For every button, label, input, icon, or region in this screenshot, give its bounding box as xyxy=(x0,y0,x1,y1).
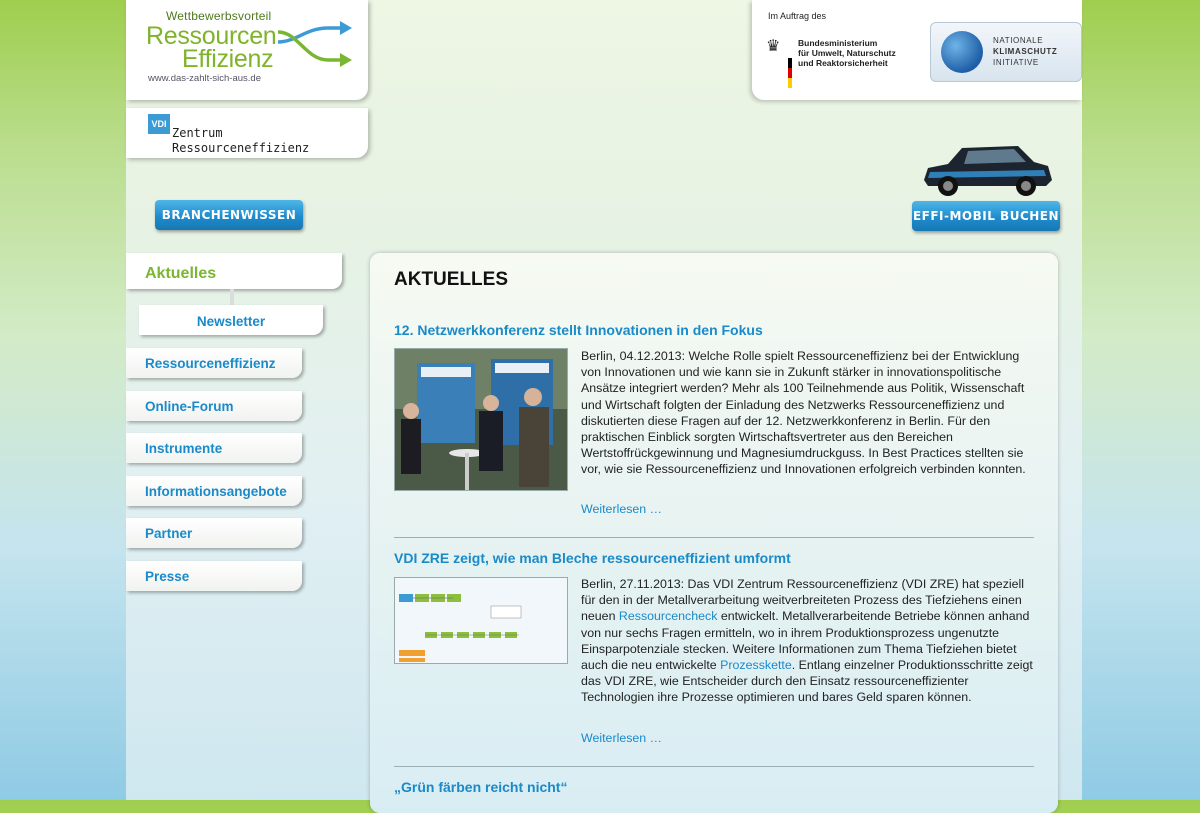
sponsor-panel xyxy=(752,0,1082,100)
article-divider xyxy=(394,537,1034,538)
logo-arrows-icon xyxy=(276,20,356,76)
auftrag-label: Im Auftrag des xyxy=(768,11,827,21)
vdi-badge: VDI xyxy=(148,114,170,134)
german-flag-icon xyxy=(788,58,792,88)
branchenwissen-button[interactable]: BRANCHENWISSEN xyxy=(155,200,303,230)
article-text: Berlin, 04.12.2013: Welche Rolle spielt Ressourceneffizienz bei der Entwicklung von Innovationen und wie kann sie in Zukunft stärker in innovationspolitische Ansätze integriert werden? Mehr als 100 Teilnehmende aus Politik, Wissenschaft und Wirtschaft folgten der Einladung des Netzwerks Ressourceneffizienz und diskutierten diese Fragen auf der 12. Netzwerkkonferenz in Berlin. Für den praktischen Einblick sorgten Wirtschaftsvertreter aus den Bereichen Wertstoffrückgewinnung und Magnesiumdruckguss. In Best Practices stellten sie vor, wie sie Ressourceneffizienz und Innovationen erfolgreich verbinden konnten. xyxy=(581,349,1026,477)
car-icon[interactable] xyxy=(918,140,1056,202)
globe-icon xyxy=(941,31,983,73)
article-text-part: Berlin, 27.11.2013: Das VDI Zentrum Ressourceneffizienz (VDI ZRE) hat speziell für den in der Metallverarbeitung weitverbreiteten Prozess des Tiefziehens einen neuen xyxy=(581,577,1025,624)
process-chain-diagram-icon xyxy=(395,578,568,664)
ministry-line3: und Reaktorsicherheit xyxy=(798,58,888,68)
nav-item-instrumente[interactable]: Instrumente xyxy=(126,433,302,463)
nav-subitem-newsletter[interactable]: Newsletter xyxy=(139,305,323,335)
nav-item-informationsangebote[interactable]: Informationsangebote xyxy=(126,476,302,506)
klima-line2: KLIMASCHUTZ xyxy=(993,47,1058,56)
article-diagram-prozesskette[interactable] xyxy=(394,577,568,664)
nav-item-partner[interactable]: Partner xyxy=(126,518,302,548)
weiterlesen-link[interactable]: Weiterlesen … xyxy=(581,731,663,745)
klima-line3: INITIATIVE xyxy=(993,58,1039,67)
vdi-name-line1: Zentrum xyxy=(172,126,223,140)
article-photo-conference[interactable] xyxy=(394,348,568,491)
vdi-name-line2: Ressourceneffizienz xyxy=(172,141,310,155)
effi-mobil-buchen-button[interactable]: EFFI-MOBIL BUCHEN xyxy=(912,201,1060,231)
page-title: AKTUELLES xyxy=(394,269,508,290)
nav-item-aktuelles[interactable]: Aktuelles xyxy=(126,253,342,289)
logo-word-effizienz: Effizienz xyxy=(182,45,274,73)
nav-item-presse[interactable]: Presse xyxy=(126,561,302,591)
ministry-line1: Bundesministerium xyxy=(798,38,878,48)
nav-item-ressourceneffizienz[interactable]: Ressourceneffizienz xyxy=(126,348,302,378)
article-divider xyxy=(394,766,1034,767)
logo-tagline: Wettbewerbsvorteil xyxy=(166,9,272,23)
article-title[interactable]: VDI ZRE zeigt, wie man Bleche ressourceneffizient umformt xyxy=(394,550,791,566)
weiterlesen-link[interactable]: Weiterlesen … xyxy=(581,502,663,516)
klimaschutz-initiative-logo[interactable] xyxy=(930,22,1082,82)
article-text-part: entwickelt. Metallverarbeitende Betriebe können anhand von nur sechs Fragen ermitteln, wo in ihrem Produktionsprozess ungenutzte Einsparpotenziale stecken. Weitere Informationen zum Thema Tiefziehen bietet auch die neu entwickelte xyxy=(581,609,1030,673)
nav-connector xyxy=(230,289,234,305)
federal-eagle-icon: ♛ xyxy=(766,38,781,55)
site-logo[interactable] xyxy=(126,0,368,100)
logo-url: www.das-zahlt-sich-aus.de xyxy=(148,73,261,84)
article-title[interactable]: 12. Netzwerkkonferenz stellt Innovationen in den Fokus xyxy=(394,322,763,338)
logo-word-ressourcen: Ressourcen xyxy=(146,22,277,50)
conference-photo-icon xyxy=(395,349,568,491)
nav-item-online-forum[interactable]: Online-Forum xyxy=(126,391,302,421)
klima-line1: NATIONALE xyxy=(993,36,1044,45)
main-content xyxy=(370,253,1058,813)
ministry-line2: für Umwelt, Naturschutz xyxy=(798,48,896,58)
prozesskette-link[interactable]: Prozesskette xyxy=(720,658,792,673)
ressourcencheck-link[interactable]: Ressourcencheck xyxy=(618,609,718,624)
article-title[interactable]: „Grün färben reicht nicht“ xyxy=(394,779,568,795)
vdi-zentrum-logo[interactable] xyxy=(126,108,368,158)
article-text-part: . Entlang einzelner Produktionsschritte zeigt das VDI ZRE, wie Entscheider durch den Einsatz ressourceneffizienter Technologien ihre Prozesse optimieren und bares Geld sparen können. xyxy=(581,658,1033,705)
article-text xyxy=(581,576,1036,706)
